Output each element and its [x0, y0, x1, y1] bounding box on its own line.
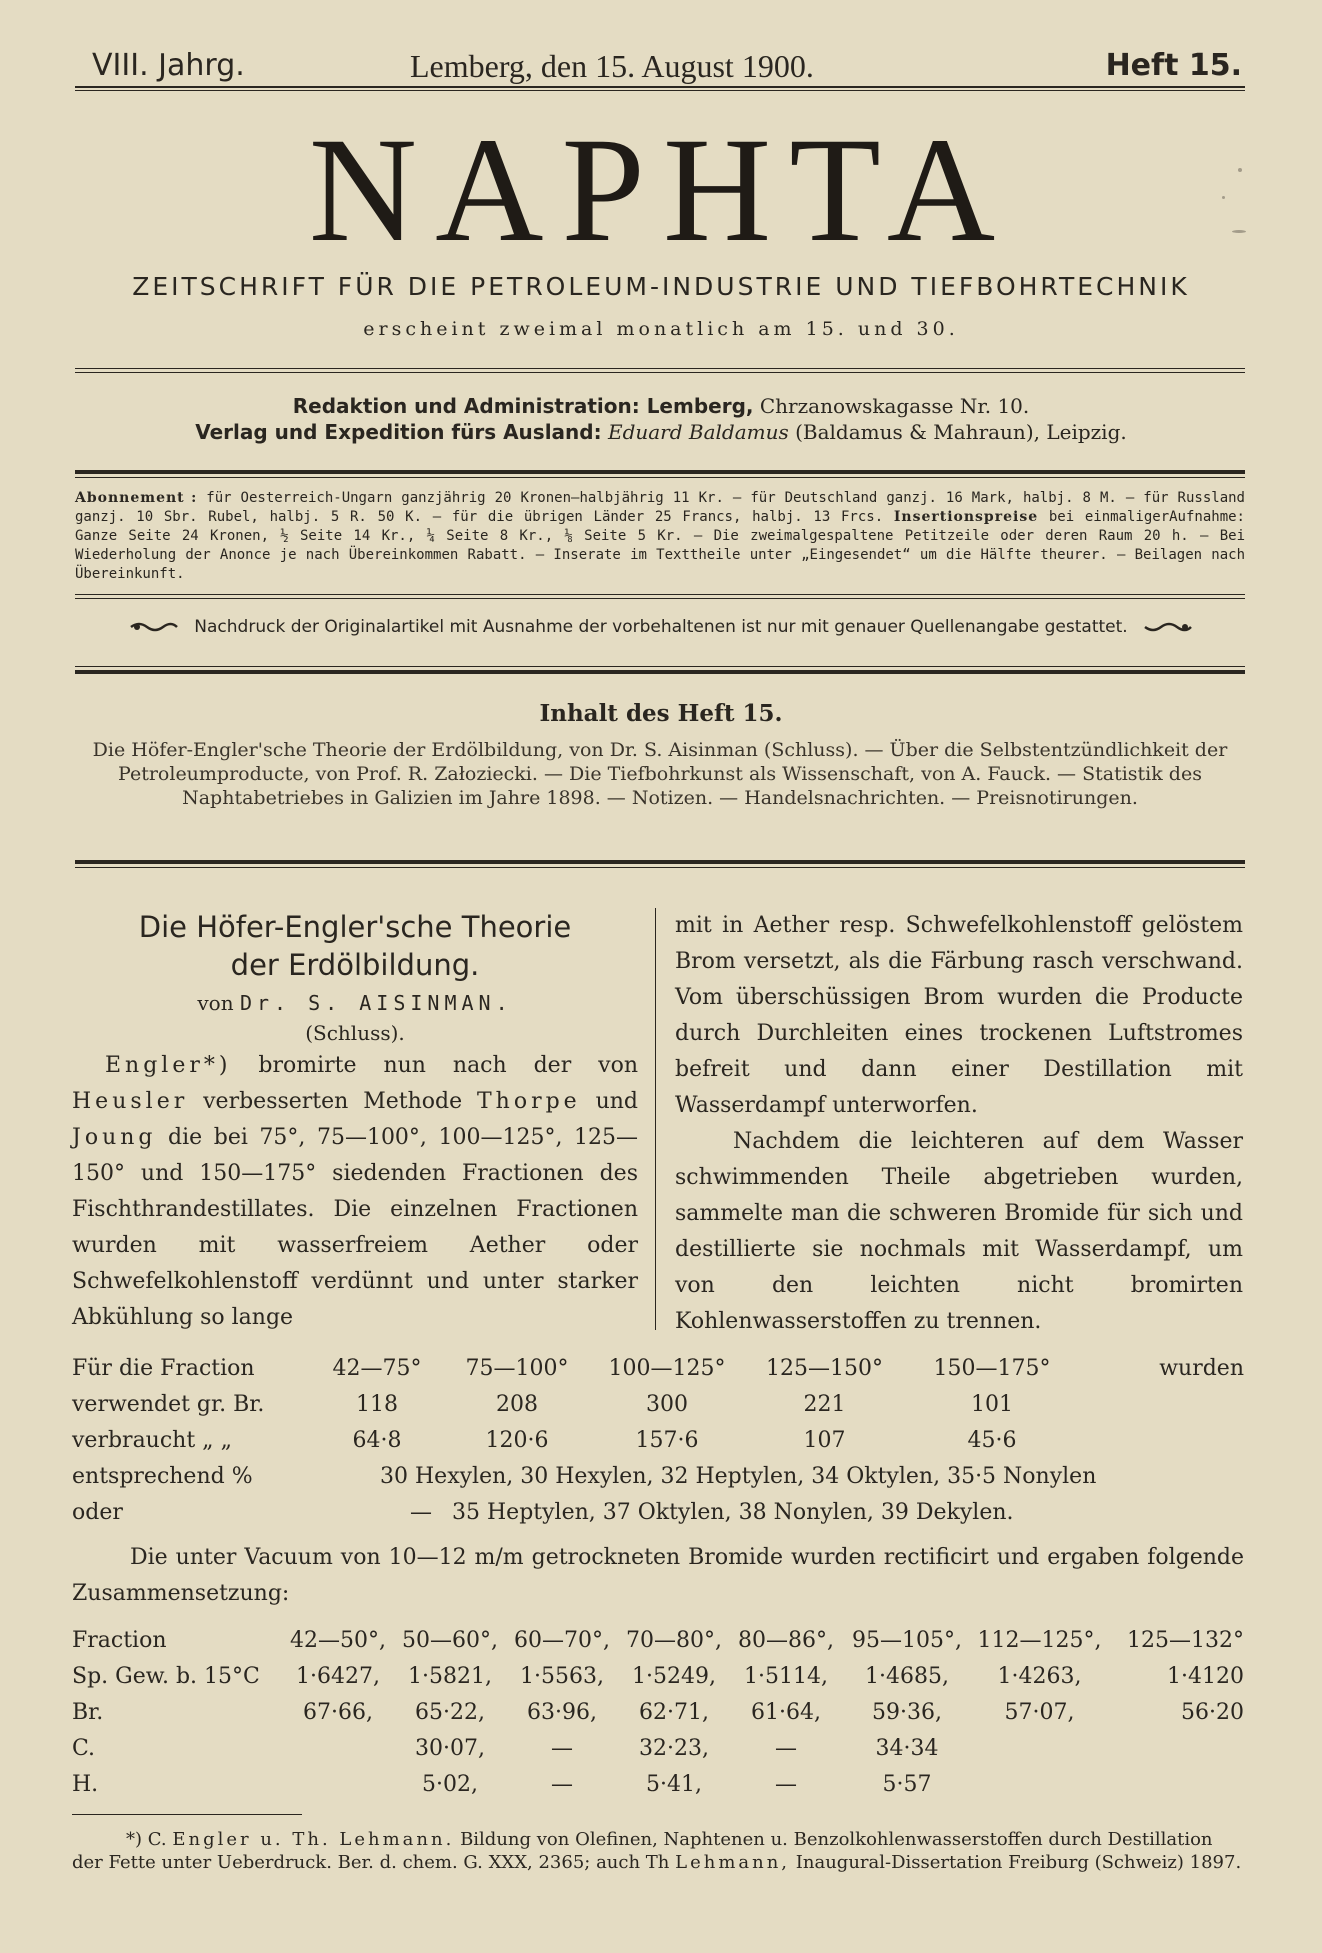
- table-cell: 150—175°: [933, 1355, 1051, 1381]
- publisher-name: Eduard Baldamus: [607, 420, 789, 444]
- table-cell: 30·07,: [415, 1735, 485, 1761]
- rule: [75, 368, 1245, 369]
- article-right-column: [675, 908, 1243, 1340]
- volume: VIII. Jahrg.: [92, 48, 245, 83]
- table-cell: 64·8: [352, 1427, 402, 1453]
- article-title-line2: der Erdölbildung.: [230, 948, 480, 982]
- thick-rule: [75, 670, 1245, 674]
- article-title-line1: Die Höfer-Engler'sche Theorie: [138, 910, 572, 944]
- header-rule: [75, 86, 1245, 88]
- table-cell: 95—105°,: [852, 1627, 962, 1653]
- p1-d: die bei 75°, 75—100°, 100—125°, 125—150° und 150—175° siedenden Fractionen des Fischthrandestillates. Die einzelnen Fractionen wurden mit wasserfreiem Aether oder Schwefelkohlenstoff verdünnt und unter starker Abkühlung so lange: [72, 1125, 638, 1330]
- issue-number: Heft 15.: [1105, 48, 1242, 83]
- editorial-address: [0, 394, 1322, 418]
- publisher-rest: (Baldamus & Mahraun), Leipzig.: [795, 420, 1127, 444]
- bromination-table: [72, 1350, 1244, 1530]
- table-cell: 221: [803, 1391, 846, 1417]
- table-cell: 1·5249,: [632, 1663, 716, 1689]
- table-cell: 67·66,: [303, 1699, 373, 1725]
- subscription-label: Abonnement :: [75, 490, 198, 506]
- table-cell: 80—86°,: [738, 1627, 834, 1653]
- editorial-label: Redaktion und Administration: Lemberg,: [292, 394, 754, 418]
- reprint-notice-text: Nachdruck der Originalartikel mit Ausnahme der vorbehaltenen ist nur mit genauer Quellenangabe gestattet.: [194, 617, 1128, 637]
- footnote-text2: Inaugural-Dissertation Freiburg (Schweiz) 1897.: [795, 1852, 1242, 1873]
- thick-rule: [75, 860, 1245, 864]
- name-engler: Engler*): [105, 1053, 232, 1078]
- right-paragraph-2: Nachdem die leichteren auf dem Wasser schwimmenden Theile abgetrieben wurden, sammelte man die schweren Bromide für sich und destillierte sie nochmals mit Wasserdampf, um von den leichten nicht bromirten Kohlenwasserstoffen zu trennen.: [675, 1129, 1243, 1334]
- contents-heading: Inhalt des Heft 15.: [539, 700, 783, 727]
- table-cell: 101: [971, 1391, 1013, 1417]
- publisher-label: Verlag und Expedition fürs Ausland:: [195, 420, 602, 444]
- table-row: [72, 1458, 1244, 1494]
- table-cell: 65·22,: [415, 1699, 485, 1725]
- article-title: [72, 908, 638, 984]
- contents-text: Die Höfer-Engler'sche Theorie der Erdölbildung, von Dr. S. Aisinman (Schluss). — Über die Selbstentzündlichkeit der Petroleumproducte, von Prof. R. Załoziecki. — Die Tiefbohrkunst als Wissenschaft, von A. Fauck. — Statistik des Naphtabetriebes in Galizien im Jahre 1898. — Notizen. — Handelsnachrichten. — Preisnotirungen.: [92, 739, 1228, 809]
- publication-frequency: erscheint zweimal monatlich am 15. und 30.: [363, 318, 959, 340]
- publisher-address: [0, 420, 1322, 444]
- name-thorpe: Thorpe: [476, 1089, 581, 1114]
- table-cell: 50—60°,: [402, 1627, 498, 1653]
- right-paragraph-1: mit in Aether resp. Schwefelkohlenstoff gelöstem Brom versetzt, als die Färbung rasch verschwand. Vom überschüssigen Brom wurden die Producte durch Durchleiten eines trockenen Luftstromes befreit und dann einer Destillation mit Wasserdampf unterworfen.: [675, 913, 1243, 1118]
- table-cell: Sp. Gew. b. 15°C: [72, 1663, 260, 1689]
- name-heusler: Heusler: [72, 1089, 189, 1114]
- table-cell: —: [775, 1735, 797, 1761]
- ornament-right-icon: [1143, 621, 1193, 633]
- table-row: [72, 1658, 1244, 1694]
- place-date: Lemberg, den 15. August 1900.: [410, 48, 814, 84]
- table-cell: 1·5821,: [408, 1663, 492, 1689]
- table-cell: [282, 1730, 394, 1766]
- table-cell: 57·07,: [1004, 1699, 1075, 1725]
- table-cell: 157·6: [635, 1427, 699, 1453]
- footnote-mark: *) C.: [126, 1829, 167, 1850]
- table-cell: 1·4120: [1167, 1663, 1244, 1689]
- journal-title: NAPHTA: [308, 107, 1014, 273]
- subscription-text: für Oesterreich-Ungarn ganzjährig 20 Kronen—halbjährig 11 Kr. — für Deutschland ganzj. 16 Mark, halbj. 8 M. — für Russland ganzj. 10 Sbr. Rubel, halbj. 5 R. 50 K. — für die übrigen Länder 25 Francs, halbj. 13 Frcs.: [75, 490, 1245, 525]
- footnote-text: Bildung von Olefinen, Naphtenen u. Benzolkohlenwasserstoffen durch Destillation der Fette unter Ueberdruck. Ber. d. chem. G. XXX, 2365; auch Th: [72, 1829, 1213, 1873]
- table-cell: verwendet gr. Br.: [72, 1391, 265, 1417]
- byline-by: von: [197, 991, 234, 1015]
- p1-c: und: [595, 1089, 638, 1114]
- ink-speck: [1238, 168, 1242, 172]
- table-cell: —: [775, 1771, 797, 1797]
- table-cell: Br.: [72, 1699, 104, 1725]
- table-cell: Für die Fraction: [72, 1355, 255, 1381]
- table-row: [72, 1422, 1244, 1458]
- table-cell: 300: [646, 1391, 688, 1417]
- table-cell: verbraucht „ „: [72, 1427, 232, 1453]
- table-cell: 62·71,: [639, 1699, 709, 1725]
- table-cell: 30 Hexylen, 30 Hexylen, 32 Heptylen, 34 Oktylen, 35·5 Nonylen: [380, 1463, 1097, 1489]
- table-row: [72, 1350, 1244, 1386]
- table-cell: 118: [356, 1391, 398, 1417]
- table-cell: Fraction: [72, 1627, 167, 1653]
- composition-table: [72, 1622, 1244, 1802]
- table-cell: oder: [72, 1499, 123, 1525]
- table-row: [72, 1766, 1244, 1802]
- table-cell: 5·57: [882, 1771, 932, 1797]
- editorial-street: Chrzanowskagasse Nr. 10.: [759, 394, 1030, 418]
- table-cell: 208: [496, 1391, 538, 1417]
- masthead-header: [92, 48, 1242, 86]
- table-cell: 32·23,: [639, 1735, 709, 1761]
- article-paragraph-2: Die unter Vacuum von 10—12 m/m getrockneten Bromide wurden rectificirt und ergaben folgende Zusammensetzung:: [72, 1545, 1244, 1606]
- table-cell: —: [551, 1735, 573, 1761]
- article-continuation: (Schluss).: [305, 1021, 405, 1045]
- name-joung: Joung: [72, 1125, 157, 1150]
- table-cell: 35 Heptylen, 37 Oktylen, 38 Nonylen, 39 Dekylen.: [452, 1499, 1014, 1525]
- footnote-name2: Lehmann,: [675, 1852, 791, 1873]
- table-cell: [282, 1766, 394, 1802]
- footnote: [72, 1828, 1244, 1874]
- table-cell: 63·96,: [527, 1699, 597, 1725]
- table-cell: —: [551, 1771, 573, 1797]
- article-left-column: [72, 908, 638, 1336]
- footnote-rule: [72, 1814, 302, 1815]
- column-divider: [655, 908, 656, 1330]
- table-cell: 125—150°: [766, 1355, 883, 1381]
- table-row: [72, 1730, 1244, 1766]
- ink-speck: [1232, 230, 1246, 233]
- rule: [75, 666, 1245, 667]
- table-cell: 5·41,: [646, 1771, 702, 1797]
- table-cell: 42—50°,: [290, 1627, 386, 1653]
- table-cell: H.: [72, 1771, 99, 1797]
- p1-b: verbesserten Methode: [203, 1089, 463, 1114]
- table-cell: entsprechend %: [72, 1463, 253, 1489]
- table-cell: 70—80°,: [626, 1627, 722, 1653]
- article-byline: [72, 988, 638, 1018]
- table-row: [72, 1694, 1244, 1730]
- table-cell: 1·4685,: [865, 1663, 949, 1689]
- table-cell: 5·02,: [422, 1771, 478, 1797]
- table-cell: 56·20: [1181, 1699, 1244, 1725]
- insertion-text: bei einmaligerAufnahme: Ganze Seite 24 Kronen, ½ Seite 14 Kr., ¼ Seite 8 Kr., ⅛ Seite 5 Kr. — Die zweimalgespaltene Petitzeile oder deren Raum 20 h. — Bei Wiederholung der Anonce je nach Übereinkommen Rabatt. — Inserate im Texttheile unter „Eingesendet“ um die Hälfte theurer. — Beilagen nach Übereinkunft.: [75, 509, 1245, 582]
- table-row: [72, 1622, 1244, 1658]
- table-cell: —: [410, 1499, 432, 1525]
- table-cell: 100—125°: [608, 1355, 726, 1381]
- table-row: [72, 1494, 1244, 1530]
- journal-subtitle: ZEITSCHRIFT FÜR DIE PETROLEUM-INDUSTRIE UND TIEFBOHRTECHNIK: [132, 272, 1190, 301]
- article-author: Dr. S. AISINMAN.: [239, 991, 513, 1015]
- table-row: [72, 1386, 1244, 1422]
- table-cell: 34·34: [875, 1735, 939, 1761]
- table-cell: 107: [803, 1427, 846, 1453]
- subscription-terms: [75, 489, 1245, 584]
- rule: [75, 598, 1245, 599]
- table-cell: 45·6: [967, 1427, 1017, 1453]
- table-cell: 1·4263,: [997, 1663, 1082, 1689]
- table-cell: 75—100°: [465, 1355, 569, 1381]
- table-cell: 61·64,: [751, 1699, 821, 1725]
- thick-rule: [75, 470, 1245, 474]
- table-cell: 1·5114,: [744, 1663, 828, 1689]
- table-cell: 120·6: [485, 1427, 549, 1453]
- ornament-left-icon: [129, 621, 179, 633]
- table-cell: 125—132°: [1127, 1627, 1244, 1653]
- table-cell: 1·5563,: [520, 1663, 604, 1689]
- reprint-notice: [0, 617, 1322, 637]
- ink-speck: [1222, 196, 1225, 199]
- p1-a: bromirte nun nach der von: [258, 1053, 638, 1078]
- rule: [75, 867, 1245, 868]
- header-rule-thin: [75, 90, 1245, 91]
- table-cell: 1·6427,: [296, 1663, 380, 1689]
- article-paragraph-1: [72, 1048, 638, 1336]
- table-cell: C.: [72, 1735, 96, 1761]
- table-cell: 112—125°,: [977, 1627, 1102, 1653]
- table-cell: 42—75°: [332, 1355, 422, 1381]
- footnote-names: Engler u. Th. Lehmann.: [172, 1829, 455, 1850]
- rule: [75, 594, 1245, 595]
- rule: [75, 372, 1245, 373]
- table-cell: wurden: [1159, 1355, 1244, 1381]
- table-cell: 60—70°,: [514, 1627, 610, 1653]
- insertion-label: Insertionspreise: [893, 509, 1039, 525]
- table-cell: 59·36,: [872, 1699, 942, 1725]
- rule: [75, 477, 1245, 478]
